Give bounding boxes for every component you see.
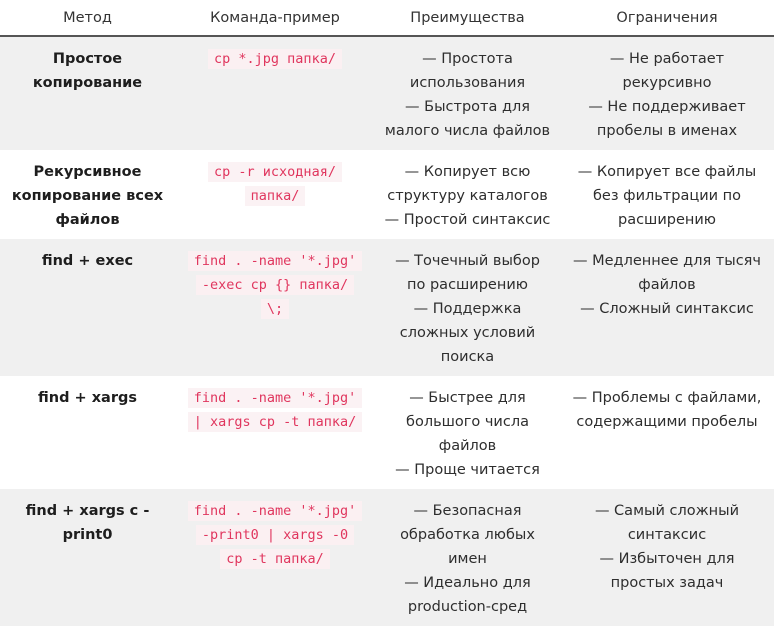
pros-line: — Идеально для [404,575,531,591]
pros-line: поиска [440,349,495,365]
cons-cell [560,150,774,239]
table-body [0,36,774,626]
command-cell [175,489,375,626]
cons-line: рекурсивно [622,75,712,91]
pros-line: — Безопасная [413,503,522,519]
header-pros: Преимущества [375,0,560,36]
command-cell [175,36,375,150]
method-line: копирование [32,75,143,91]
table-row [0,150,774,239]
pros-line: — Быстрота для [405,99,530,115]
cons-line: расширению [618,212,716,228]
pros-line: — Быстрее для [409,390,526,406]
method-line: find + exec [41,253,134,269]
cons-line: содержащими пробелы [576,414,758,430]
method-line: Рекурсивное [33,164,142,180]
method-line: find + xargs [38,390,137,406]
command-cell [175,239,375,376]
cons-cell [560,489,774,626]
pros-cell [375,489,560,626]
pros-line: — Поддержка [413,301,522,317]
pros-cell [375,36,560,150]
method-line: Простое [52,51,123,67]
command-code: find . -name '*.jpg' -exec cp {} папка/ \; [188,251,363,319]
table-row [0,489,774,626]
cons-line: файлов [638,277,696,293]
pros-line: использования [409,75,526,91]
cons-line: — Не работает [609,51,725,67]
pros-line: большого числа [406,414,529,430]
header-cons: Ограничения [560,0,774,36]
pros-line: production-сред [407,599,528,615]
method-line: файлов [55,212,120,228]
table-header [0,0,774,36]
method-cell [0,239,175,376]
pros-line: — Точечный выбор [395,253,540,269]
pros-cell [375,150,560,239]
method-cell [0,376,175,489]
cons-line: — Избыточен для [599,551,735,567]
pros-line: по расширению [407,277,528,293]
command-cell [175,150,375,239]
pros-cell [375,239,560,376]
command-code: cp -r исходная/ папка/ [208,162,342,206]
command-cell [175,376,375,489]
table-row [0,239,774,376]
cons-line: без фильтрации по [592,188,742,204]
pros-cell [375,376,560,489]
pros-line: структуру каталогов [387,188,548,204]
pros-line: — Проще читается [395,462,540,478]
table-row [0,36,774,150]
header-row [0,0,774,36]
header-method: Метод [0,0,175,36]
cons-cell [560,36,774,150]
pros-line: — Простой синтаксис [384,212,551,228]
pros-line: — Копирует всю [404,164,531,180]
cons-line: — Не поддерживает [588,99,746,115]
header-command: Команда-пример [175,0,375,36]
pros-line: малого числа файлов [384,123,551,139]
cons-line: — Копирует все файлы [577,164,757,180]
command-code: find . -name '*.jpg' | xargs cp -t папка/ [188,388,363,432]
cons-line: синтаксис [627,527,707,543]
pros-line: файлов [438,438,497,454]
command-code: cp *.jpg папка/ [208,49,342,69]
method-line: копирование всех [11,188,164,204]
pros-line: — Простота [422,51,513,67]
cons-line: простых задач [610,575,724,591]
command-code: find . -name '*.jpg' -print0 | xargs -0 cp -t папка/ [188,501,363,569]
pros-line: обработка любых [400,527,535,543]
cons-line: — Сложный синтаксис [580,301,754,317]
cons-cell [560,239,774,376]
cons-line: — Проблемы с файлами, [572,390,762,406]
cons-line: пробелы в именах [596,123,738,139]
pros-line: имен [448,551,487,567]
cons-cell [560,376,774,489]
cons-line: — Самый сложный [594,503,740,519]
cons-line: — Медленнее для тысяч [573,253,761,269]
pros-line: сложных условий [399,325,536,341]
method-cell [0,150,175,239]
method-cell [0,36,175,150]
method-line: find + xargs с -print0 [25,503,150,543]
table-row [0,376,774,489]
method-cell [0,489,175,626]
